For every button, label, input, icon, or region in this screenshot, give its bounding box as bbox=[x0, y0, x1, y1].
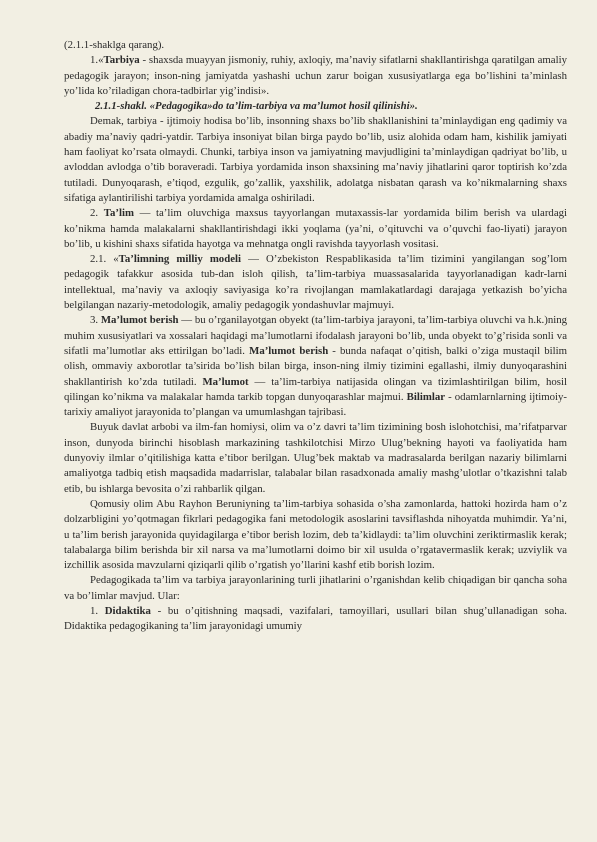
bold-term: Ma’lumot berish bbox=[249, 344, 329, 357]
bold-term: Ma’lumot berish bbox=[100, 314, 179, 327]
paragraph bbox=[64, 573, 567, 604]
text-run: - odamlarnlarning ijtimoiy-tarixiy amaliyot jarayonida to’plangan va umumlashgan tajribasi. bbox=[64, 390, 567, 419]
paragraph bbox=[64, 206, 567, 252]
text-run: — O’zbekiston Respablikasida ta’lim tizimini yangilangan sog’lom pedagogik tafakkur asosida tub-dan isloh qilish, ta’lim-tarbiya muassasalarida tayyorlanadigan kadr-larni intellektual, ma’naviy va axloqiy saviyasiga ko’ra rivojlangan mamlakatlardagi darajaga yetkazish bo’yicha belgilangan nazariy-metodologik, amaliy pedagogik yondashuvlar majmuyi. bbox=[64, 253, 567, 312]
paragraph bbox=[64, 252, 567, 313]
text-run: 2.1.1-shakl. «Pedagogika»do ta’lim-tarbiya va ma’lumot hosil qilinishi». bbox=[95, 100, 418, 113]
bold-term: Bilimlar bbox=[406, 390, 446, 403]
figure-caption bbox=[64, 99, 567, 114]
paragraph bbox=[64, 53, 567, 99]
text-run: 3. bbox=[90, 314, 101, 327]
paragraph bbox=[64, 604, 567, 635]
bold-term: Didaktika bbox=[104, 604, 151, 617]
text-run: — ta’lim oluvchiga maxsus tayyorlangan mutaxassis-lar yordamida bilim berish va ulardagi ko’nikma hamda malakalarni shakllantirishdagi ikki yoqlama (ya’ni, o’qituvchi va o’quvchi fao-liyati) jarayon bo’lib, u kishini shaxs sifatida hayotga va mehnatga ongli ravishda tayyorlash vositasi. bbox=[64, 207, 568, 250]
bold-term: Ta’limning milliy modeli bbox=[118, 253, 242, 266]
text-run: - shaxsda muayyan jismoniy, ruhiy, axloqiy, ma’naviy sifatlarni shakllantirishga qaratilgan amaliy pedagogik jarayon; inson-ning jamiyatda yashashi uchun zarur boigan xususiyatlarga ega bo’lishini ta’minlash yo’lida ko’riladigan chora-tadbirlar yig’indisi». bbox=[64, 54, 567, 97]
text-run: (2.1.1-shaklga qarang). bbox=[64, 39, 165, 51]
text-run: Demak, tarbiya - ijtimoiy hodisa bo’lib, insonning shaxs bo’lib shakllanishini ta’minlaydigan eng qadimiy va abadiy ma’naviy qadri-yatdir. Tarbiya insoniyat bilan birga paydo bo’lib, usiz alohida odam ham, kishilik jamiyati ham faoliyat ko’rsata olmaydi. Chunki, tarbiya inson va jamiyatning mavjudligini ta’minlaydigan qadriyat bo’lib, u avloddan avlodga o’tib boraveradi. Tarbiya yordamida inson shaxsining ma’naviy jihatlarini qaror toptirish ko’zda tutiladi. Dunyoqarash, e’tiqod, ezgulik, go’zallik, yaxshilik, adolatga nisbatan qarash va ko’nikmalarning shaxs sifatiga aylantirilishi tarbiya yordamida amalga oshiriladi. bbox=[64, 115, 567, 204]
bold-term: Ma’lumot bbox=[202, 375, 249, 388]
document-body bbox=[64, 38, 567, 635]
text-run: — ta’lim-tarbiya natijasida olingan va tizimlashtirilgan bilim, hosil qilingan ko’nikma va malakalar hamda tarkib topgan dunyoqarashlar majmui. bbox=[64, 375, 567, 403]
text-run: 2. bbox=[90, 207, 104, 220]
bold-term: Ta’lim bbox=[103, 207, 134, 220]
text-run: - bunda nafaqat o’qitish, balki o’ziga mustaqil bilim olish, ommaviy axborotlar ta’sirida bo’lish bilan birga, inson-ning ilmiy tizimini egallashi, ilmiy dunyoqarashini shakllantirish ko’zda tutiladi. bbox=[64, 344, 568, 388]
bold-term: Tarbiya bbox=[103, 54, 140, 67]
text-run: — bu o’rganilayotgan obyekt (ta’lim-tarbiya jarayoni, ta’lim-tarbiya oluvchi va h.k.)ning muhim xususiyatlari va xossalari haqidagi ma’lumotlarni ifodalash jarayoni bo’lib, unda obyekt to’g’risida sonli va sifatli ma’lumotlar aks ettirilgan bo’ladi. bbox=[64, 314, 568, 357]
text-run: - bu o’qitishning maqsadi, vazifalari, tamoyillari, usullari bilan shug’ullanadigan soha. Didaktika pedagogikaning ta’lim jarayonidagi umumiy bbox=[64, 604, 568, 633]
text-run: 1. bbox=[90, 604, 105, 617]
paragraph bbox=[64, 313, 567, 420]
text-run: Qomusiy olim Abu Rayhon Beruniyning ta’lim-tarbiya sohasida o’sha zamonlarda, hattoki hozirda ham o’z dolzarbligini yo’qotmagan fikrlari pedagogika fani metodologik asoslarini tavsiflashda nihoyatda muhimdir. Ya’ni, u ta’lim berish jarayonida quyidagilarga e’tibor berish lozim, deb ta’kidlaydi: ta’lim oluvchini zeriktirmaslik kerak; talabalarga bilim berishda bir xil narsa va ma’lumotlarni doimo bir xil usulda o’rgatavermaslik kerak; uzviylik va izchillik asosida mavzularni qiziqarli qilib o’rgatish yo’llarini kashf etib borish lozim. bbox=[64, 497, 567, 572]
text-run: Pedagogikada ta’lim va tarbiya jarayonlarining turli jihatlarini o’rganishdan kelib chiqadigan bir qancha soha va bo’limlar mavjud. Ular: bbox=[64, 574, 567, 602]
text-run: 2.1. « bbox=[90, 253, 119, 266]
text-run: Buyuk davlat arbobi va ilm-fan homiysi, olim va o’z davri ta’lim tizimining bosh islohotchisi, ma’rifatparvar inson, dunyoda birinchi hisoblash markazining tashkilotchisi Mirzo Ulug’bekning hayoti va faoliyatida ham dunyoviy ilmlar o’qitilishiga katta e’tibor berilgan. Ulug’bek maktab va madrasalarda berilgan nazariy bilimlarni amaliyotga tadbiq etish maqsadida madarrislar, talabalar bilan rasadxonada amaliy mashg’ulotlar o’tkazishni talab etib, bu ishlarga bevosita o’zi rahbarlik qilgan. bbox=[64, 421, 567, 495]
paragraph bbox=[64, 420, 567, 496]
paragraph bbox=[64, 114, 567, 206]
text-run: 1.« bbox=[90, 54, 104, 67]
paragraph bbox=[64, 497, 567, 573]
paragraph bbox=[64, 38, 567, 53]
